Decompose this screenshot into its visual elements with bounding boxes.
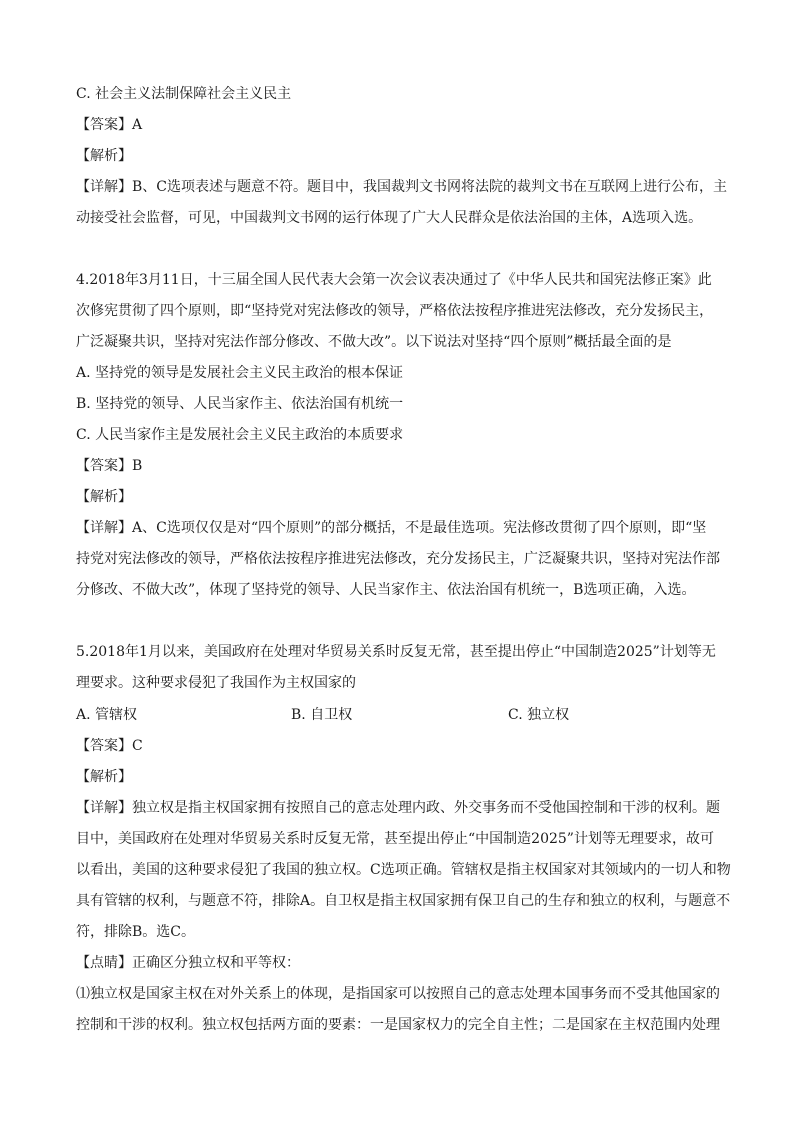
q4-analysis-heading: 【解析】 <box>76 489 132 505</box>
q5-detail-line: 以看出，美国的这种要求侵犯了我国的独立权。C选项正确。管辖权是指主权国家对其领域内的一切人和物 <box>76 862 731 878</box>
q5-option-c: C. 独立权 <box>508 707 570 723</box>
q5-detail-line: 【详解】独立权是指主权国家拥有按照自己的意志处理内政、外交事务而不受他国控制和干涉的权利。题 <box>76 800 720 816</box>
q5-stem-line: 5.2018年1月以来，美国政府在处理对华贸易关系时反复无常，甚至提出停止“中国制造2025”计划等无 <box>76 644 716 660</box>
q5-answer: 【答案】C <box>76 738 143 754</box>
q3-detail-line: 【详解】B、C选项表述与题意不符。题目中，我国裁判文书网将法院的裁判文书在互联网上进行公布，主 <box>76 179 727 195</box>
q3-detail-line: 动接受社会监督，可见，中国裁判文书网的运行体现了广大人民群众是依法治国的主体，A选项入选。 <box>76 210 703 226</box>
q5-tip-line: ⑴独立权是国家主权在对外关系上的体现，是指国家可以按照自己的意志处理本国事务而不受其他国家的 <box>76 986 720 1002</box>
q5-analysis-heading: 【解析】 <box>76 769 132 785</box>
q4-option-c: C. 人民当家作主是发展社会主义民主政治的本质要求 <box>76 427 404 443</box>
q5-detail-line: 符，排除B。选C。 <box>76 924 195 940</box>
q3-answer: 【答案】A <box>76 117 143 133</box>
q3-analysis-heading: 【解析】 <box>76 148 132 164</box>
q5-option-b: B. 自卫权 <box>291 707 353 723</box>
q3-option-c: C. 社会主义法制保障社会主义民主 <box>76 86 292 102</box>
q4-answer: 【答案】B <box>76 458 143 474</box>
q5-stem-line: 理要求。这种要求侵犯了我国作为主权国家的 <box>76 675 356 691</box>
q5-tip-heading: 【点睛】正确区分独立权和平等权： <box>76 955 300 971</box>
q4-stem-line: 4.2018年3月11日，十三届全国人民代表大会第一次会议表决通过了《中华人民共和国宪法修正案》此 <box>76 272 712 288</box>
q5-detail-line: 目中，美国政府在处理对华贸易关系时反复无常，甚至提出停止“中国制造2025”计划等无理要求，故可 <box>76 831 714 847</box>
q4-option-a: A. 坚持党的领导是发展社会主义民主政治的根本保证 <box>76 365 404 381</box>
q4-detail-line: 【详解】A、C选项仅仅是对“四个原则”的部分概括，不是最佳选项。宪法修改贯彻了四个原则，即“坚 <box>76 520 707 536</box>
q4-option-b: B. 坚持党的领导、人民当家作主、依法治国有机统一 <box>76 396 404 412</box>
q5-tip-line: 控制和干涉的权利。独立权包括两方面的要素：一是国家权力的完全自主性；二是国家在主权范围内处理 <box>76 1017 720 1033</box>
q4-detail-line: 持党对宪法修改的领导，严格依法按程序推进宪法修改，充分发扬民主，广泛凝聚共识，坚持对宪法作部 <box>76 551 720 567</box>
q4-stem-line: 次修宪贯彻了四个原则，即“坚持党对宪法修改的领导，严格依法按程序推进宪法修改，充分发扬民主， <box>76 303 714 319</box>
q4-stem-line: 广泛凝聚共识，坚持对宪法作部分修改、不做大改”。以下说法对坚持“四个原则”概括最全面的是 <box>76 334 672 350</box>
q4-detail-line: 分修改、不做大改”，体现了坚持党的领导、人民当家作主、依法治国有机统一，B选项正确，入选。 <box>76 582 696 598</box>
q5-detail-line: 具有管辖的权利，与题意不符，排除A。自卫权是指主权国家拥有保卫自己的生存和独立的权利，与题意不 <box>76 893 731 909</box>
q5-option-a: A. 管辖权 <box>76 707 138 723</box>
